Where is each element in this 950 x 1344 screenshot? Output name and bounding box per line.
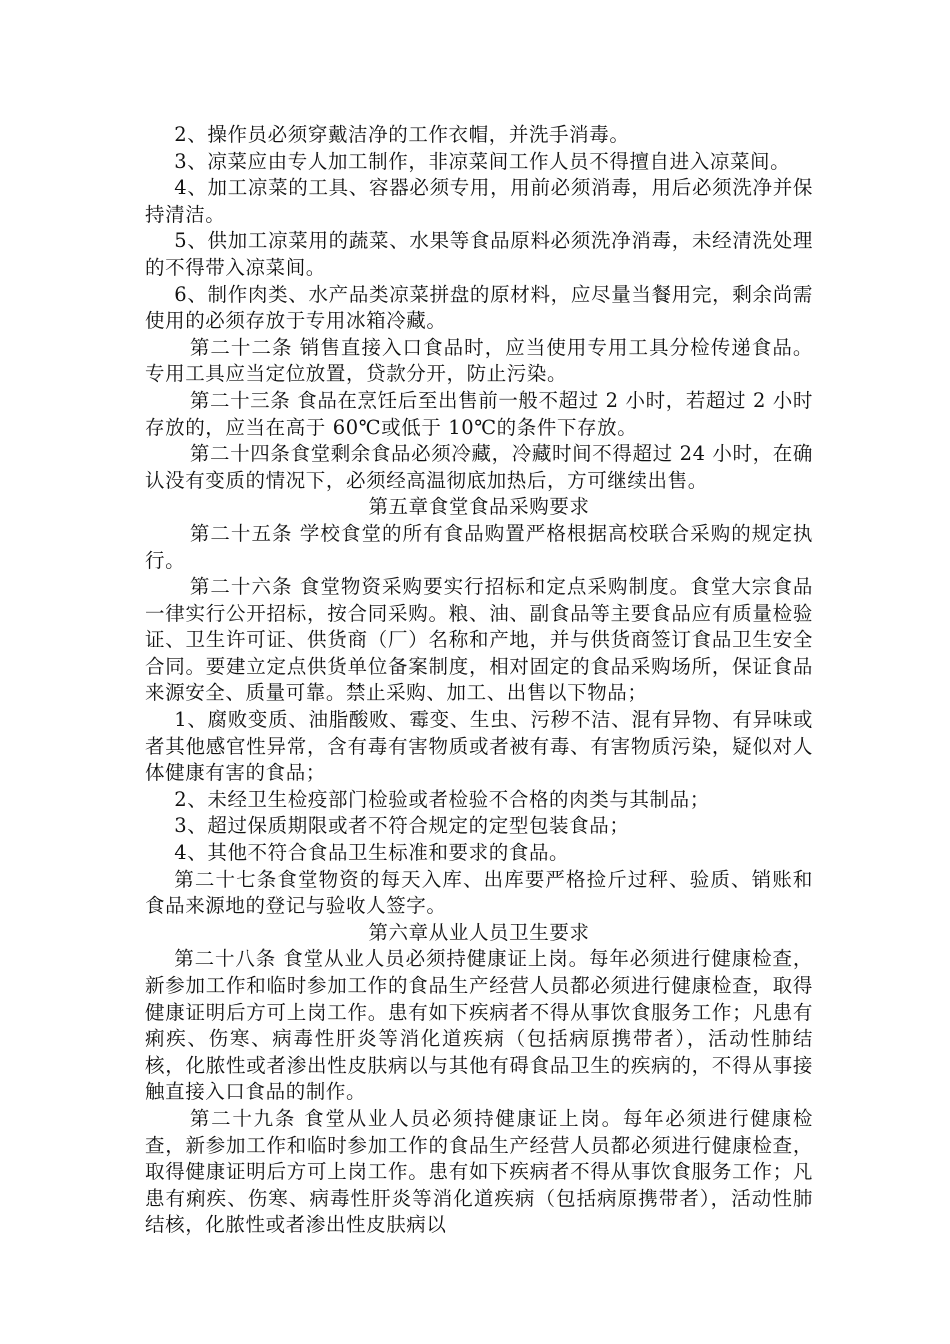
paragraph: 6、制作肉类、水产品类凉菜拼盘的原材料，应尽量当餐用完，剩余尚需使用的必须存放于专用冰箱冷藏。 (145, 282, 813, 333)
paragraph: 第二十五条 学校食堂的所有食品购置严格根据高校联合采购的规定执行。 (145, 521, 813, 572)
paragraph: 第二十七条食堂物资的每天入库、出库要严格捡斤过秤、验质、销账和食品来源地的登记与验收人签字。 (145, 867, 813, 918)
chapter-heading: 第五章食堂食品采购要求 (368, 495, 590, 519)
paragraph: 第二十三条 食品在烹饪后至出售前一般不超过 2 小时，若超过 2 小时存放的，应当在高于 60℃或低于 10℃的条件下存放。 (145, 388, 813, 439)
paragraph: 2、操作员必须穿戴洁净的工作衣帽，并洗手消毒。 (174, 123, 630, 146)
paragraph: 2、未经卫生检疫部门检验或者检验不合格的肉类与其制品； (174, 787, 710, 811)
paragraph: 第二十二条 销售直接入口食品时，应当使用专用工具分检传递食品。专用工具应当定位放置，贷款分开，防止污染。 (145, 335, 813, 386)
paragraph: 第二十八条 食堂从业人员必须持健康证上岗。每年必须进行健康检查，新参加工作和临时参加工作的食品生产经营人员都必须进行健康检查，取得健康证明后方可上岗工作。患有如下疾病者不得从事饮食服务工作；凡患有痢疾、伤寒、病毒性肝炎等消化道疾病（包括病原携带者），活动性肺结核，化脓性或者渗出性皮肤病以与其他有碍食品卫生的疾病的，不得从事接触直接入口食品的制作。 (145, 947, 813, 1104)
paragraph: 4、其他不符合食品卫生标准和要求的食品。 (174, 841, 570, 865)
paragraph: 第二十四条食堂剩余食品必须冷藏，冷藏时间不得超过 24 小时，在确认没有变质的情况下，必须经高温彻底加热后，方可继续出售。 (145, 442, 813, 492)
paragraph: 1、腐败变质、油脂酸败、霉变、生虫、污秽不洁、混有异物、有异味或者其他感官性异常，含有毒有害物质或者被有毒、有害物质污染，疑似对人体健康有害的食品； (145, 708, 813, 785)
paragraph: 4、加工凉菜的工具、容器必须专用，用前必须消毒，用后必须洗净并保持清洁。 (145, 176, 813, 226)
paragraph: 5、供加工凉菜用的蔬菜、水果等食品原料必须洗净消毒，未经清洗处理的不得带入凉菜间。 (145, 229, 813, 279)
chapter-heading: 第六章从业人员卫生要求 (368, 920, 590, 944)
document-page (145, 122, 813, 1239)
paragraph: 3、超过保质期限或者不符合规定的定型包装食品； (174, 814, 630, 838)
paragraph: 第二十六条 食堂物资采购要实行招标和定点采购制度。食堂大宗食品一律实行公开招标，按合同采购。粮、油、副食品等主要食品应有质量检验证、卫生许可证、供货商（厂）名称和产地，并与供货商签订食品卫生安全合同。要建立定点供货单位备案制度，相对固定的食品采购场所，保证食品来源安全、质量可靠。禁止采购、加工、出售以下物品； (145, 575, 813, 705)
paragraph: 第二十九条 食堂从业人员必须持健康证上岗。每年必须进行健康检查，新参加工作和临时参加工作的食品生产经营人员都必须进行健康检查，取得健康证明后方可上岗工作。患有如下疾病者不得从事饮食服务工作；凡患有痢疾、伤寒、病毒性肝炎等消化道疾病（包括病原携带者），活动性肺结核，化脓性或者渗出性皮肤病以 (145, 1106, 813, 1237)
paragraph: 3、凉菜应由专人加工制作，非凉菜间工作人员不得擅自进入凉菜间。 (174, 149, 791, 173)
